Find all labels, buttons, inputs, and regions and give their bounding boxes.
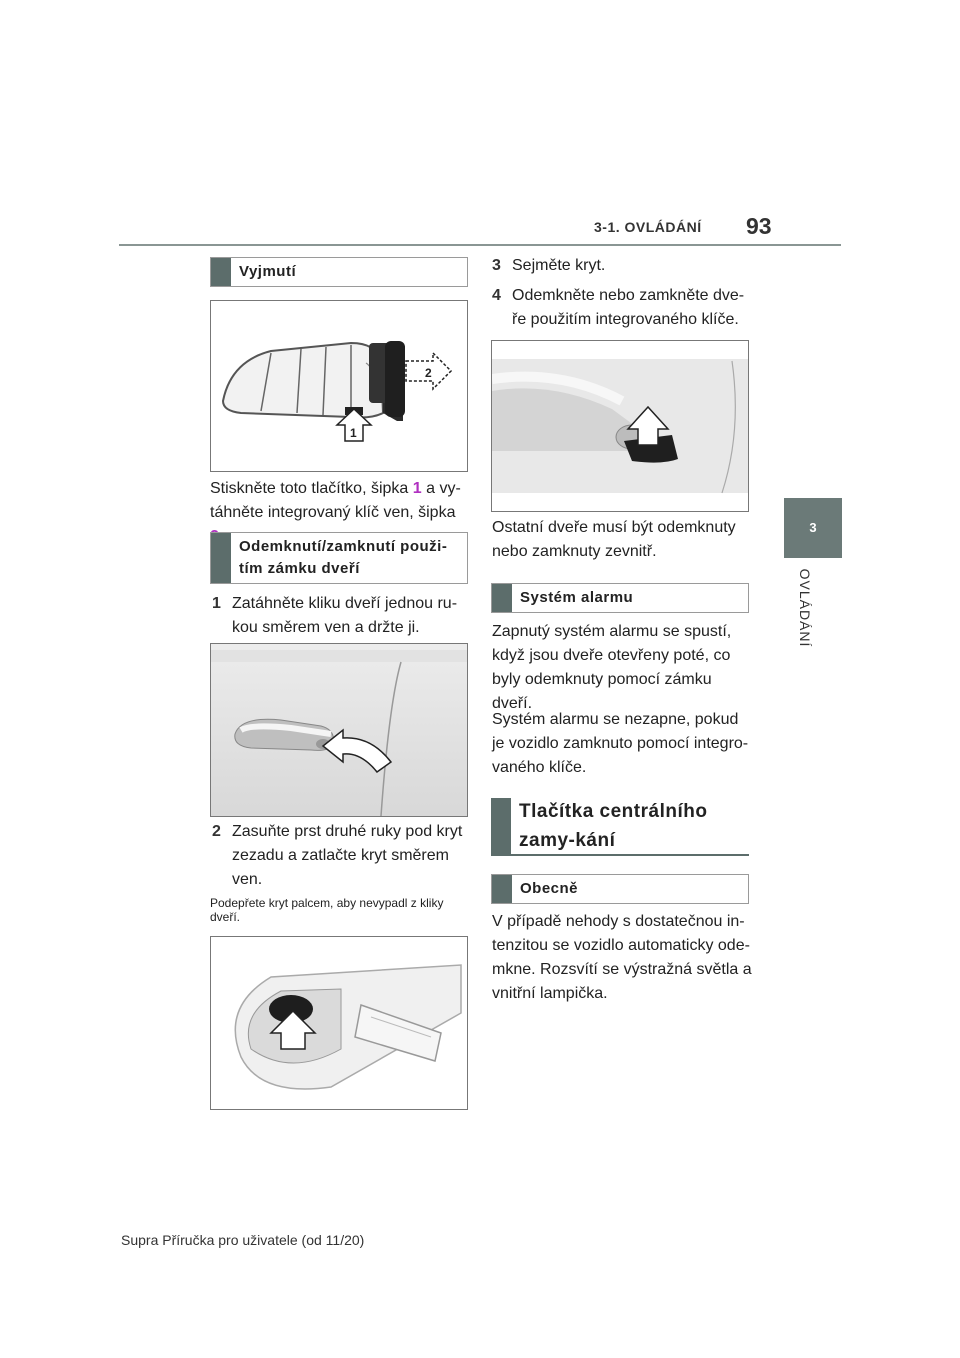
section-header-general xyxy=(491,874,749,904)
step-number: 1 xyxy=(212,595,221,612)
lock-cover-image xyxy=(210,936,468,1110)
step-2 xyxy=(212,820,470,888)
callout-2: 2 xyxy=(425,366,432,380)
section-heading: Tlačítka centrálního zamy-kání xyxy=(519,801,708,851)
step-number: 2 xyxy=(212,823,221,840)
key-in-lock-illustration xyxy=(492,341,748,511)
section-header-central-locking xyxy=(491,798,749,856)
step-4 xyxy=(492,284,754,328)
step-3 xyxy=(492,254,754,278)
section-heading: Systém alarmu xyxy=(520,589,634,606)
alarm-para-1: Zapnutý systém alarmu se spustí, když jsou dveře otevřeny poté, co byly odemknuty pomocí zámku dveří. xyxy=(492,623,732,712)
section-header-bar xyxy=(211,258,231,286)
lock-cover-illustration xyxy=(211,937,467,1109)
footer-text: Supra Příručka pro uživatele (od 11/20) xyxy=(121,1232,365,1248)
arrow-1-ref: 1 xyxy=(412,480,422,497)
after-image-text: Ostatní dveře musí být odemknuty nebo zamknuty zevnitř. xyxy=(492,519,736,560)
step-1 xyxy=(212,592,470,636)
general-para: V případě nehody s dostatečnou in-tenzitou se vozidlo automaticky ode-mkne. Rozsvítí se výstražná světla a vnitřní lampička. xyxy=(492,913,752,1002)
step-text: Zatáhněte kliku dveří jednou ru-kou směrem ven a držte ji. xyxy=(232,595,458,636)
step-number: 4 xyxy=(492,287,501,304)
section-header-odemknuti xyxy=(210,532,468,584)
chapter-title: OVLÁDÁNÍ xyxy=(797,568,813,648)
note-text: Podepřete kryt palcem, aby nevypadl z kliky dveří. xyxy=(210,896,444,924)
page-number: 93 xyxy=(746,213,772,239)
step-text: Sejměte kryt. xyxy=(512,257,606,274)
text-fragment: a vy-táhněte integrovaný klíč ven, šipka xyxy=(210,480,461,521)
key-fob-image xyxy=(210,300,468,472)
section-header-bar xyxy=(211,533,231,583)
alarm-para-2: Systém alarmu se nezapne, pokud je vozidlo zamknuto pomocí integro-vaného klíče. xyxy=(492,711,749,776)
section-header-alarm xyxy=(491,583,749,613)
chapter-number: 3 xyxy=(809,520,817,535)
section-header-bar xyxy=(492,584,512,612)
step-text: Zasuňte prst druhé ruky pod kryt zezadu a zatlačte kryt směrem ven. xyxy=(232,823,463,888)
door-handle-illustration xyxy=(211,644,467,816)
step-number: 3 xyxy=(492,257,501,274)
key-in-lock-image xyxy=(491,340,749,512)
section-heading: Odemknutí/zamknutí použi-tím zámku dveří xyxy=(239,538,448,577)
section-header-bar xyxy=(491,798,511,854)
header-rule xyxy=(119,244,841,246)
section-heading: Vyjmutí xyxy=(239,263,297,280)
step-text: Odemkněte nebo zamkněte dve-ře použitím integrovaného klíče. xyxy=(512,287,745,328)
callout-1: 1 xyxy=(350,426,357,440)
chapter-tab xyxy=(784,498,842,558)
section-heading: Obecně xyxy=(520,880,579,897)
key-fob-illustration xyxy=(211,301,467,471)
header-title: 3-1. OVLÁDÁNÍ xyxy=(594,219,702,235)
door-handle-image xyxy=(210,643,468,817)
text-fragment: Stiskněte toto tlačítko, šipka xyxy=(210,480,413,497)
section-header-bar xyxy=(492,875,512,903)
section-header-vyjmuti xyxy=(210,257,468,287)
